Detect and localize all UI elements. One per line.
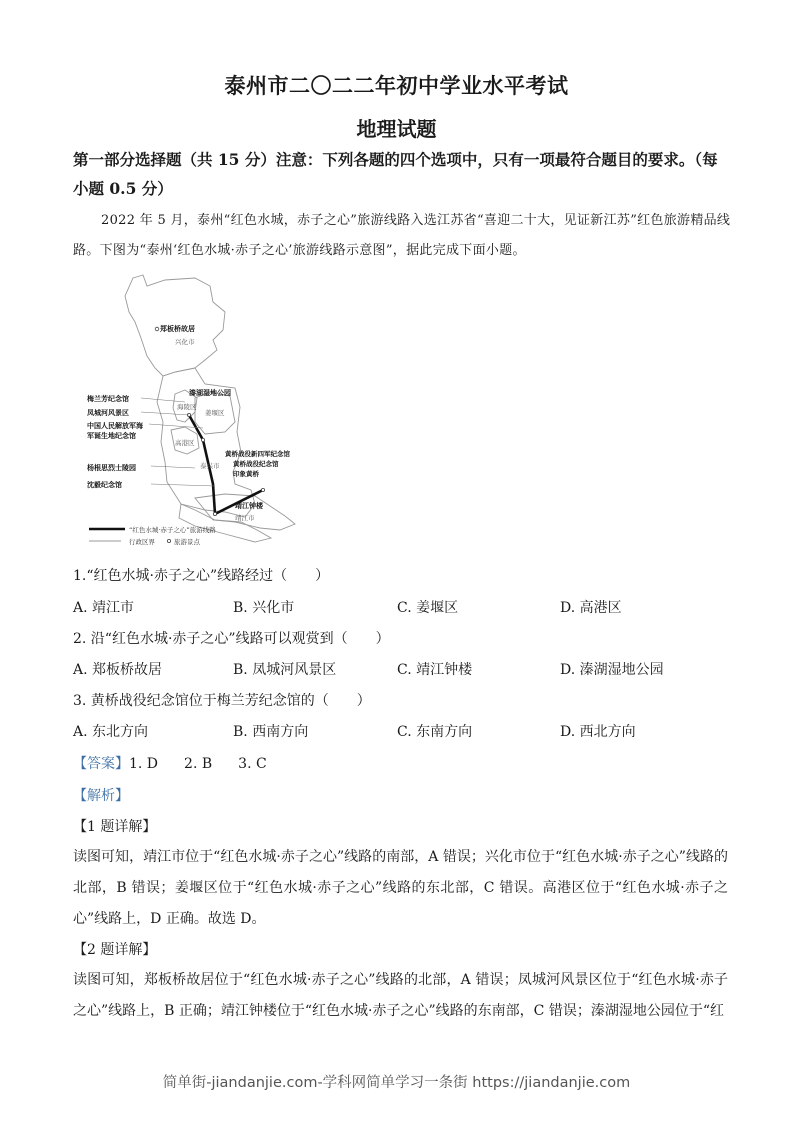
question-1-stem: 1.“红色水城·赤子之心”线路经过（ ） <box>73 568 330 584</box>
answer-1: 1. D <box>129 756 159 772</box>
map-label-taixing: 泰兴市 <box>200 462 220 470</box>
q2-option-c: C. 靖江钟楼 <box>397 662 473 678</box>
map-label-xinghua: 兴化市 <box>175 338 195 346</box>
legend-boundary-label: 行政区界 <box>129 538 155 546</box>
intro-paragraph: 2022 年 5 月，泰州“红色水城，赤子之心”旅游线路入选江苏省“喜迎二十大，见证新江苏”红色旅游精品线路。下图为“泰州‘红色水城·赤子之心’旅游线路示意图”，据此完成下面小题。 <box>73 213 731 258</box>
map-label-jiangyan: 姜堰区 <box>205 409 225 417</box>
question-3-stem: 3. 黄桥战役纪念馆位于梅兰芳纪念馆的（ ） <box>73 693 371 709</box>
map-label-huangqiao-1: 黄桥战役新四军纪念馆 <box>225 450 290 458</box>
q3-option-d: D. 西北方向 <box>560 724 636 740</box>
spot-icon <box>201 438 204 441</box>
footer-watermark: 简单街-jiandanjie.com-学科网简单学习一条街 https://jiandanjie.com <box>162 1075 631 1091</box>
spot-icon <box>261 488 264 491</box>
q3-option-b: B. 西南方向 <box>233 724 309 740</box>
q1-option-d: D. 高港区 <box>560 600 622 616</box>
q1-detail-text: 读图可知，靖江市位于“红色水城·赤子之心”线路的南部，A 错误；兴化市位于“红色水城·赤子之心”线路的北部，B 错误；姜堰区位于“红色水城·赤子之心”线路的东北部，C 错误。高港区位于“红色水城·赤子之心”线路上，D 正确。故选 D。 <box>73 849 728 927</box>
q1-detail-heading: 【1 题详解】 <box>73 819 157 835</box>
page-title: 泰州市二〇二二年初中学业水平考试 <box>224 73 569 98</box>
map-label-haijun-2: 军诞生地纪念馆 <box>87 432 136 440</box>
legend-spot-label: 旅游景点 <box>174 538 200 546</box>
map-label-huangqiao-3: 印象黄桥 <box>233 470 259 478</box>
answer-label: 【答案】 <box>73 756 129 772</box>
map-label-huangqiao-2: 黄桥战役纪念馆 <box>233 460 279 468</box>
map-label-jingjiang-tower: 靖江钟楼 <box>235 502 263 510</box>
legend-route-label: “红色水城·赤子之心”旅游线路 <box>129 526 216 534</box>
map-label-hailing: 海陵区 <box>177 403 197 411</box>
section-heading-line1: 第一部分选择题（共 15 分）注意：下列各题的四个选项中，只有一项最符合题目的要求。（每 <box>73 150 718 169</box>
map-label-zhengbanqiao: 郑板桥故居 <box>160 325 195 333</box>
q2-detail-heading: 【2 题详解】 <box>73 942 157 958</box>
map-label-meilanfang: 梅兰芳纪念馆 <box>87 395 129 403</box>
page-subtitle: 地理试题 <box>356 117 437 141</box>
legend-spot-icon <box>167 539 170 542</box>
route-map <box>85 272 325 552</box>
q1-option-c: C. 姜堰区 <box>397 600 459 616</box>
map-label-gaogang: 高港区 <box>175 439 195 447</box>
map-label-fengchenghe: 凤城河风景区 <box>87 409 129 417</box>
map-label-jingjiang: 靖江市 <box>235 514 255 522</box>
spot-icon <box>155 327 159 331</box>
map-label-shenyi: 沈毅纪念馆 <box>87 481 122 489</box>
route-map-figure <box>85 272 325 552</box>
answer-row <box>73 753 267 773</box>
question-2-stem: 2. 沿“红色水城·赤子之心”线路可以观赏到（ ） <box>73 631 390 647</box>
spot-icon <box>213 512 216 515</box>
q1-option-a: A. 靖江市 <box>73 600 135 616</box>
q2-option-b: B. 凤城河风景区 <box>233 662 337 678</box>
map-label-qinhu: 溱湖湿地公园 <box>189 389 231 397</box>
q3-option-c: C. 东南方向 <box>397 724 473 740</box>
map-label-haijun-1: 中国人民解放军海 <box>87 422 143 430</box>
q2-detail-text: 读图可知，郑板桥故居位于“红色水城·赤子之心”线路的北部，A 错误；凤城河风景区位于“红色水城·赤子之心”线路上，B 正确；靖江钟楼位于“红色水城·赤子之心”线路的东南部，C 错误；溱湖湿地公园位于“红 <box>73 972 728 1019</box>
q2-option-a: A. 郑板桥故居 <box>73 662 163 678</box>
section-heading <box>73 145 733 203</box>
q3-option-a: A. 东北方向 <box>73 724 149 740</box>
q1-option-b: B. 兴化市 <box>233 600 295 616</box>
answer-3: 3. C <box>238 756 267 772</box>
q2-option-d: D. 溱湖湿地公园 <box>560 662 664 678</box>
answer-2: 2. B <box>184 756 213 772</box>
map-label-yanggensi: 杨根思烈士陵园 <box>87 464 136 472</box>
section-heading-line2: 小题 0.5 分） <box>73 179 173 198</box>
analysis-label: 【解析】 <box>73 788 129 804</box>
